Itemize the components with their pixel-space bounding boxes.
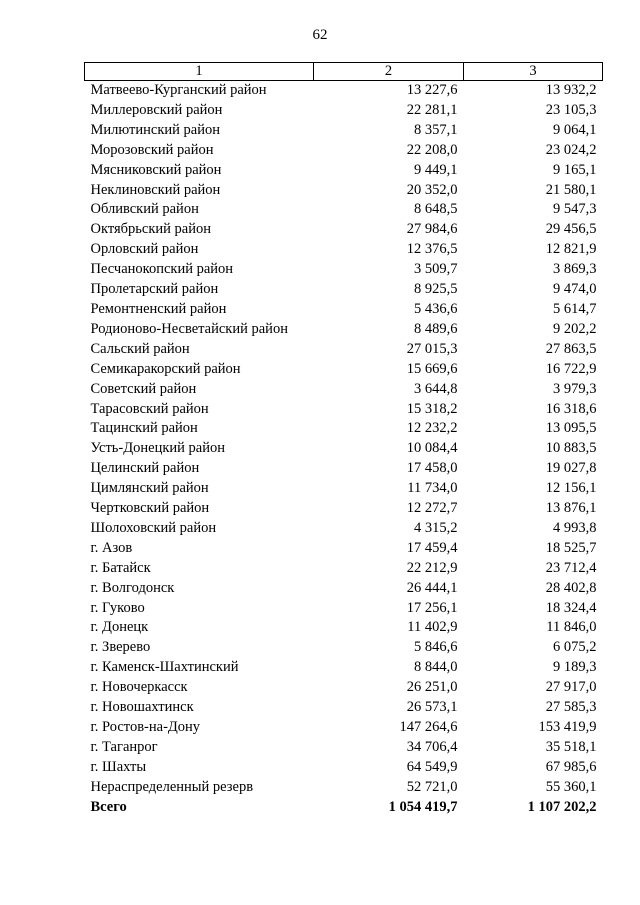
table-row (85, 499, 603, 519)
table-row (85, 698, 603, 718)
table-row (85, 579, 603, 599)
table-row (85, 758, 603, 778)
row-value-col2: 1 054 419,7 (388, 798, 458, 815)
row-value-col3: 13 876,1 (545, 500, 597, 517)
row-label: г. Батайск (90, 559, 151, 576)
row-value-col3: 1 107 202,2 (527, 798, 597, 815)
table-row (85, 419, 603, 439)
row-label: Родионово-Несветайский район (90, 320, 288, 337)
row-value-col2: 26 444,1 (406, 579, 458, 596)
row-value-col3: 13 932,2 (545, 82, 597, 98)
row-value-col2: 8 648,5 (414, 201, 458, 218)
row-label: Всего (90, 798, 127, 815)
table-row (85, 658, 603, 678)
row-value-col3: 9 165,1 (553, 161, 597, 178)
table-row (85, 360, 603, 380)
table-row (85, 559, 603, 579)
row-value-col3: 9 547,3 (553, 201, 597, 218)
row-value-col2: 8 844,0 (414, 659, 458, 676)
table-row (85, 260, 603, 280)
row-value-col3: 18 525,7 (545, 539, 597, 556)
row-value-col3: 16 318,6 (545, 400, 597, 417)
row-value-col3: 21 580,1 (545, 181, 597, 198)
row-value-col3: 11 846,0 (546, 619, 597, 636)
row-value-col3: 9 202,2 (553, 320, 597, 337)
row-label: Тарасовский район (90, 400, 209, 417)
column-header-1: 1 (85, 63, 314, 81)
table-row (85, 678, 603, 698)
row-value-col2: 17 458,0 (406, 460, 458, 477)
row-value-col2: 5 436,6 (414, 300, 458, 317)
row-label: г. Волгодонск (90, 579, 175, 596)
row-label: Шолоховский район (90, 519, 217, 536)
row-label: Орловский район (90, 241, 199, 258)
row-label: Чертковский район (90, 500, 210, 517)
row-value-col2: 27 015,3 (406, 340, 458, 357)
row-value-col3: 12 156,1 (545, 480, 597, 497)
row-label: г. Новошахтинск (90, 699, 194, 716)
row-label: Семикаракорский район (90, 360, 241, 377)
table-row (85, 479, 603, 499)
row-label: Советский район (90, 380, 197, 397)
row-label: Октябрьский район (90, 221, 211, 238)
table-row (85, 718, 603, 738)
row-label: Матвеево-Курганский район (90, 82, 267, 98)
row-value-col3: 18 324,4 (545, 599, 597, 616)
row-label: Песчанокопский район (90, 261, 234, 278)
table-row (85, 439, 603, 459)
row-value-col2: 3 644,8 (414, 380, 458, 397)
table-row (85, 81, 603, 101)
row-value-col2: 22 281,1 (406, 101, 458, 118)
row-value-col3: 28 402,8 (545, 579, 597, 596)
row-label: г. Шахты (90, 758, 147, 775)
row-value-col2: 8 925,5 (414, 281, 458, 298)
row-value-col3: 5 614,7 (553, 300, 597, 317)
row-value-col3: 9 189,3 (553, 659, 597, 676)
table-row (85, 738, 603, 758)
row-value-col3: 27 863,5 (545, 340, 597, 357)
table-row (85, 161, 603, 181)
table-row (85, 778, 603, 798)
row-value-col3: 23 712,4 (545, 559, 597, 576)
row-value-col2: 147 264,6 (399, 719, 458, 735)
row-value-col2: 8 489,6 (414, 320, 458, 337)
row-value-col3: 9 064,1 (553, 121, 597, 138)
row-value-col2: 15 318,2 (406, 400, 458, 417)
row-label: г. Азов (90, 539, 133, 556)
row-label: Целинский район (90, 460, 200, 477)
table-body (85, 81, 603, 818)
table-row (85, 380, 603, 400)
row-label: г. Ростов-на-Дону (90, 719, 201, 735)
table-row (85, 181, 603, 201)
row-value-col2: 15 669,6 (406, 360, 458, 377)
row-value-col2: 22 208,0 (406, 141, 458, 158)
table-row (85, 280, 603, 300)
row-label: Обливский район (90, 201, 199, 218)
row-value-col3: 13 095,5 (545, 420, 597, 437)
row-value-col3: 153 419,9 (538, 719, 597, 735)
table-row (85, 618, 603, 638)
row-label: Нераспределенный резерв (90, 778, 254, 795)
table-row (85, 599, 603, 619)
row-value-col2: 52 721,0 (406, 778, 458, 795)
row-label: г. Зверево (90, 639, 151, 656)
row-label: Ремонтненский район (90, 300, 227, 317)
row-value-col2: 10 084,4 (406, 440, 458, 457)
table-row (85, 539, 603, 559)
row-value-col2: 34 706,4 (406, 738, 458, 755)
row-value-col2: 11 402,9 (407, 619, 458, 636)
table-header (85, 63, 603, 81)
row-value-col2: 17 459,4 (406, 539, 458, 556)
row-value-col3: 23 105,3 (545, 101, 597, 118)
row-value-col3: 23 024,2 (545, 141, 597, 158)
header-row (85, 63, 603, 81)
table-row (85, 101, 603, 121)
table-row (85, 340, 603, 360)
row-value-col2: 22 212,9 (406, 559, 458, 576)
row-label: г. Гуково (90, 599, 145, 616)
table-row (85, 121, 603, 141)
table-row (85, 400, 603, 420)
row-value-col3: 16 722,9 (545, 360, 597, 377)
row-value-col3: 6 075,2 (553, 639, 597, 656)
row-label: Пролетарский район (90, 281, 219, 298)
row-label: Миллеровский район (90, 101, 223, 118)
row-label: Усть-Донецкий район (90, 440, 225, 457)
row-label: Тацинский район (90, 420, 198, 437)
row-label: Мясниковский район (90, 161, 222, 178)
row-value-col2: 3 509,7 (414, 261, 458, 278)
column-header-3: 3 (464, 63, 603, 81)
table-row (85, 240, 603, 260)
row-value-col3: 9 474,0 (553, 281, 597, 298)
table-row (85, 638, 603, 658)
table-row (85, 320, 603, 340)
row-value-col2: 5 846,6 (414, 639, 458, 656)
row-label: г. Таганрог (90, 738, 158, 755)
table-row (85, 459, 603, 479)
row-value-col2: 9 449,1 (414, 161, 458, 178)
row-value-col2: 12 376,5 (406, 241, 458, 258)
row-value-col3: 12 821,9 (545, 241, 597, 258)
row-value-col3: 19 027,8 (545, 460, 597, 477)
row-label: г. Каменск-Шахтинский (90, 659, 239, 676)
row-value-col2: 8 357,1 (414, 121, 458, 138)
row-label: Морозовский район (90, 141, 214, 158)
row-value-col3: 67 985,6 (545, 758, 597, 775)
row-value-col3: 55 360,1 (545, 778, 597, 795)
table-row (85, 220, 603, 240)
row-label: Милютинский район (90, 121, 220, 138)
table-row (85, 300, 603, 320)
row-value-col2: 12 272,7 (406, 500, 458, 517)
row-value-col3: 4 993,8 (553, 519, 597, 536)
page-number: 62 (312, 27, 328, 43)
row-value-col2: 12 232,2 (406, 420, 458, 437)
row-label: г. Новочеркасск (90, 679, 188, 696)
row-value-col2: 4 315,2 (414, 519, 458, 536)
table-row (85, 141, 603, 161)
allocation-table (84, 62, 603, 818)
row-label: Цимлянский район (90, 480, 209, 497)
row-value-col2: 64 549,9 (406, 758, 458, 775)
row-value-col2: 26 573,1 (406, 699, 458, 716)
row-label: г. Донецк (90, 619, 149, 636)
row-value-col3: 10 883,5 (545, 440, 597, 457)
row-value-col2: 17 256,1 (406, 599, 458, 616)
row-value-col3: 29 456,5 (545, 221, 597, 238)
row-value-col3: 27 585,3 (545, 699, 597, 716)
row-label: Неклиновский район (90, 181, 221, 198)
row-value-col2: 20 352,0 (406, 181, 458, 198)
total-row (85, 798, 603, 818)
column-header-2: 2 (314, 63, 464, 81)
row-value-col3: 3 979,3 (553, 380, 597, 397)
row-value-col2: 13 227,6 (406, 82, 458, 98)
row-value-col3: 27 917,0 (545, 679, 597, 696)
table-row (85, 519, 603, 539)
row-value-col2: 11 734,0 (407, 480, 458, 497)
row-value-col2: 27 984,6 (406, 221, 458, 238)
row-label: Сальский район (90, 340, 190, 357)
row-value-col2: 26 251,0 (406, 679, 458, 696)
table-row (85, 200, 603, 220)
row-value-col3: 3 869,3 (553, 261, 597, 278)
row-value-col3: 35 518,1 (545, 738, 597, 755)
